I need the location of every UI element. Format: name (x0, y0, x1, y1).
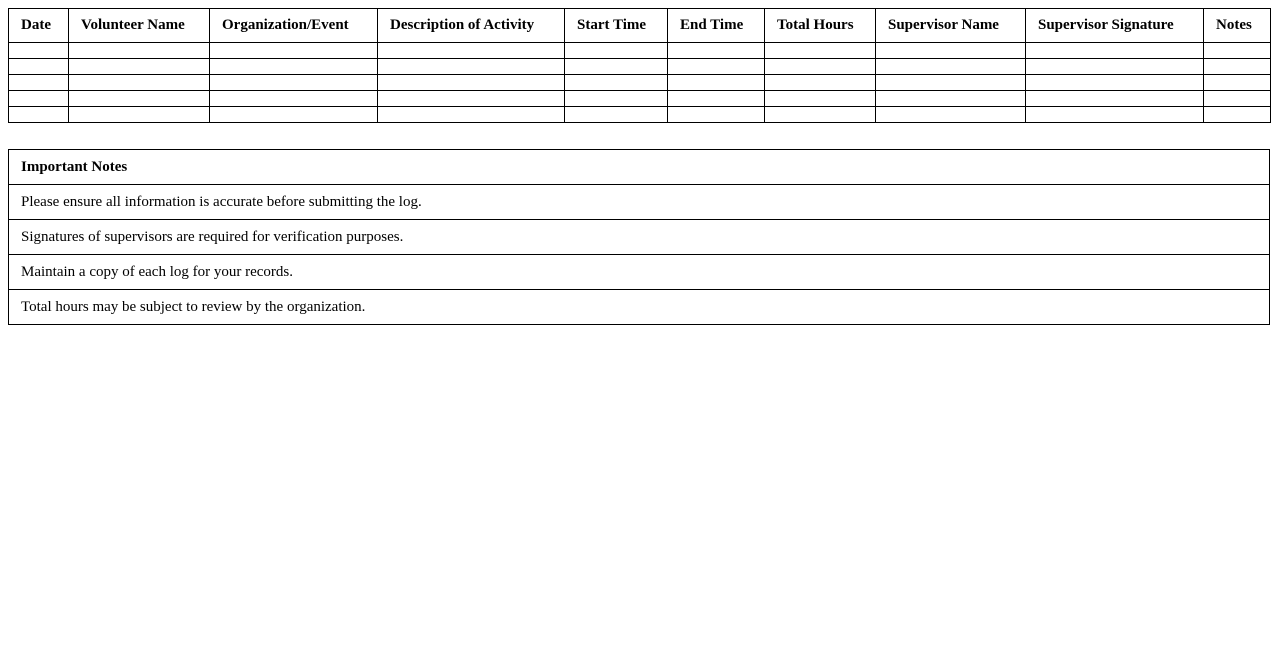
column-header-total-hours: Total Hours (765, 9, 876, 43)
log-entry-row (9, 91, 1271, 107)
log-entry-cell[interactable] (765, 75, 876, 91)
note-item: Total hours may be subject to review by the organization. (9, 290, 1270, 325)
notes-heading-row (9, 150, 1270, 185)
log-entry-cell[interactable] (1204, 59, 1271, 75)
log-entry-cell[interactable] (378, 107, 565, 123)
log-entry-cell[interactable] (69, 43, 210, 59)
log-entry-cell[interactable] (378, 59, 565, 75)
log-entry-cell[interactable] (210, 91, 378, 107)
log-entry-cell[interactable] (668, 91, 765, 107)
log-entry-cell[interactable] (378, 75, 565, 91)
column-header-volunteer-name: Volunteer Name (69, 9, 210, 43)
log-entry-cell[interactable] (565, 107, 668, 123)
note-item: Maintain a copy of each log for your records. (9, 255, 1270, 290)
log-entry-cell[interactable] (565, 43, 668, 59)
column-header-supervisor-name: Supervisor Name (876, 9, 1026, 43)
log-body (9, 43, 1271, 123)
column-header-description-of-activity: Description of Activity (378, 9, 565, 43)
log-entry-cell[interactable] (1204, 107, 1271, 123)
log-entry-cell[interactable] (668, 43, 765, 59)
column-header-notes: Notes (1204, 9, 1271, 43)
log-entry-cell[interactable] (565, 59, 668, 75)
log-entry-cell[interactable] (9, 107, 69, 123)
log-entry-cell[interactable] (9, 75, 69, 91)
log-entry-cell[interactable] (876, 43, 1026, 59)
note-row (9, 185, 1270, 220)
log-entry-row (9, 59, 1271, 75)
column-header-date: Date (9, 9, 69, 43)
log-entry-cell[interactable] (210, 107, 378, 123)
log-entry-cell[interactable] (565, 91, 668, 107)
note-row (9, 255, 1270, 290)
log-entry-cell[interactable] (668, 107, 765, 123)
log-entry-cell[interactable] (378, 91, 565, 107)
log-entry-cell[interactable] (765, 107, 876, 123)
log-entry-cell[interactable] (69, 107, 210, 123)
column-header-organization-event: Organization/Event (210, 9, 378, 43)
log-entry-cell[interactable] (69, 59, 210, 75)
column-header-end-time: End Time (668, 9, 765, 43)
log-entry-cell[interactable] (9, 43, 69, 59)
log-entry-cell[interactable] (765, 43, 876, 59)
log-entry-cell[interactable] (1204, 43, 1271, 59)
log-entry-cell[interactable] (9, 59, 69, 75)
log-entry-cell[interactable] (565, 75, 668, 91)
log-entry-cell[interactable] (668, 75, 765, 91)
log-entry-cell[interactable] (1026, 75, 1204, 91)
log-entry-cell[interactable] (876, 59, 1026, 75)
log-header-row (9, 9, 1271, 43)
important-notes-table (8, 149, 1270, 325)
log-entry-cell[interactable] (210, 43, 378, 59)
log-entry-row (9, 75, 1271, 91)
log-entry-cell[interactable] (1204, 75, 1271, 91)
log-entry-cell[interactable] (1026, 59, 1204, 75)
log-entry-cell[interactable] (765, 91, 876, 107)
column-header-supervisor-signature: Supervisor Signature (1026, 9, 1204, 43)
log-entry-cell[interactable] (210, 75, 378, 91)
note-row (9, 220, 1270, 255)
log-entry-cell[interactable] (876, 91, 1026, 107)
log-entry-row (9, 107, 1271, 123)
note-row (9, 290, 1270, 325)
log-entry-cell[interactable] (1026, 91, 1204, 107)
note-item: Signatures of supervisors are required for verification purposes. (9, 220, 1270, 255)
log-entry-cell[interactable] (668, 59, 765, 75)
log-entry-cell[interactable] (69, 91, 210, 107)
log-entry-cell[interactable] (765, 59, 876, 75)
log-entry-cell[interactable] (9, 91, 69, 107)
log-entry-row (9, 43, 1271, 59)
log-entry-cell[interactable] (876, 75, 1026, 91)
note-item: Please ensure all information is accurate before submitting the log. (9, 185, 1270, 220)
log-entry-cell[interactable] (210, 59, 378, 75)
log-entry-cell[interactable] (1026, 43, 1204, 59)
log-entry-cell[interactable] (876, 107, 1026, 123)
log-entry-cell[interactable] (1026, 107, 1204, 123)
volunteer-log-table (8, 8, 1271, 123)
important-notes-heading: Important Notes (9, 150, 1270, 185)
column-header-start-time: Start Time (565, 9, 668, 43)
log-entry-cell[interactable] (378, 43, 565, 59)
log-entry-cell[interactable] (1204, 91, 1271, 107)
log-entry-cell[interactable] (69, 75, 210, 91)
